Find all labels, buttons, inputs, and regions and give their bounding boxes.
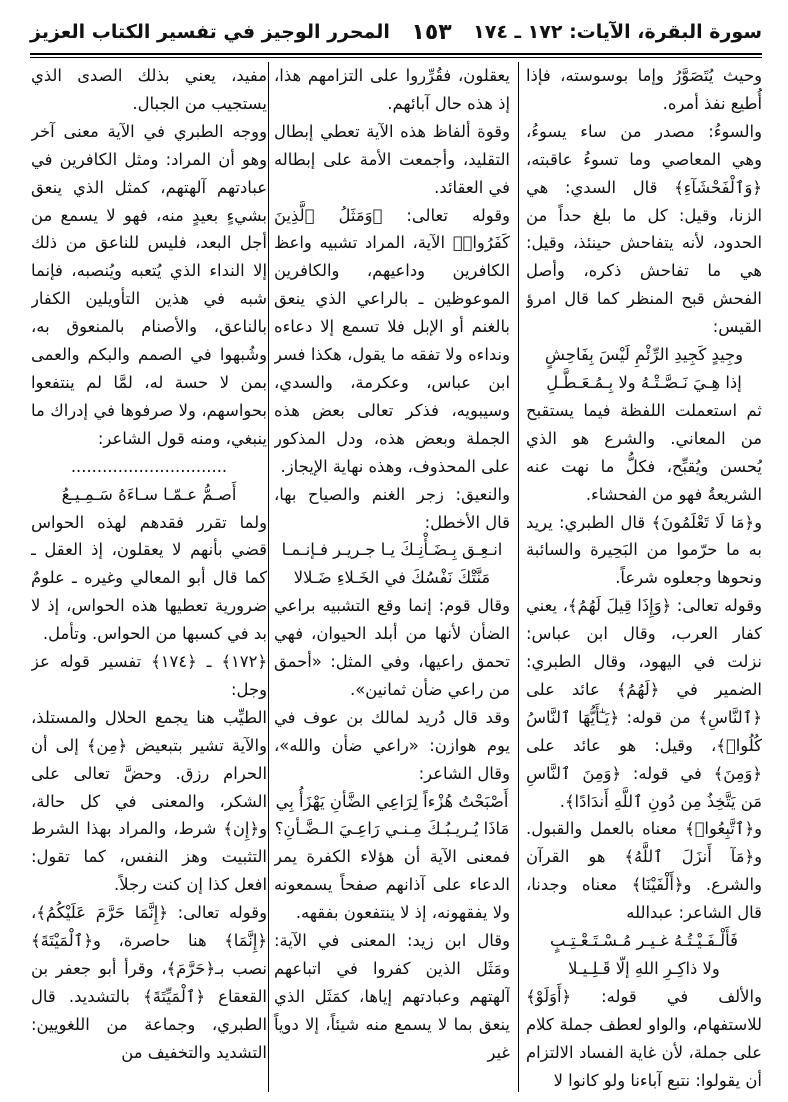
verse-line: مَاذَا يُـريـبُـكَ مِـنـي رَاعِـيَ الـضَّـأنِ؟	[274, 819, 510, 839]
paragraph: ثم استعملت اللفظة فيما يستقبح من المعاني. والشرع هو الذي يُحسن ويُقبِّح، فكلُّ ما نهت عنه الشريعةُ فهو من الفحشاء.	[526, 400, 762, 504]
verse-line: ولا ذاكِـرِ اللهِ إلّا قَـلِـيـلا	[568, 959, 720, 978]
header-rule	[30, 53, 762, 55]
column-middle	[274, 62, 510, 1092]
page-header	[30, 12, 762, 52]
paragraph: ووجه الطبري في الآية معنى آخر وهو أن المراد: ومثل الكافرين في عبادتهم آلهتهم، كمثل الذي ينعق بشيءٍ بعيدٍ منه، فهو لا يسمع من أجل البعد، فليس للناعق من ذلك إلا النداء الذي يُتعبه ويُنصبه، فإنما شبه في هذين التأويلين الكفار بالناعق، والأصنام بالمنعوق به، وشُبهوا في الصمم والبكم والعمى بمن لا حسة له، لمَّا لم ينتفعوا بحواسهم، ولا صرفوها في إدراك ما ينبغي، ومنه قول الشاعر:	[31, 121, 267, 448]
header-rule-thin	[30, 57, 762, 58]
paragraph: وقال ابن زيد: المعنى في الآية: ومَثَل الذين كفروا في اتباعهم آلهتهم وعبادتهم إياها، كمَثَل الذي ينعق بما لا يسمع منه شيئاً، إلا دوياً غير	[274, 931, 510, 1062]
verse-line: أَصـمُّ عـمّـا سـاءَهُ سَـمِـيـعُ	[61, 484, 237, 504]
verse-line: انـعِـق بِـضَـأْنِـكَ يـا جـريـر فـإنـمـا	[281, 540, 503, 560]
section-heading: ﴿١٧٢﴾ ـ ﴿١٧٤﴾ تفسير قوله عز وجل:	[31, 652, 267, 699]
paragraph: وقوله تعالى: ﴿وَإِذَا قِيلَ لَهُمُ﴾، يعني كفار العرب، وقال ابن عباس: نزلت في اليهود، وقال الطبري: الضمير في ﴿لَهُمُ﴾ عائد على ﴿ٱلنَّاسِ﴾ من قوله: ﴿يَـٰٓأَيُّهَا ٱلنَّاسُ كُلُوا۟﴾، وقيل: هو عائد على ﴿وَمِنَ﴾ في قوله: ﴿وَمِنَ ٱلنَّاسِ مَن يَتَّخِذُ مِن دُونِ ٱللَّهِ أَندَادًا﴾.	[526, 596, 762, 811]
surah-verses-title: سورة البقرة، الآيات: ١٧٢ ـ ١٧٤	[473, 21, 762, 43]
verse-line: إذا هِـيَ نَـصَّـتْـهُ ولا بِـمُـعَـطَّـلِ	[546, 372, 742, 392]
paragraph: و﴿مَا لَا تَعْلَمُونَ﴾ قال الطبري: يريد به ما حرّموا من البَحِيرة والسائبة ونحوها وجعلوه شرعاً.	[526, 512, 762, 588]
paragraph: ولما تقرر فقدهم لهذه الحواس قضي بأنهم لا يعقلون، إذ العقل ـ كما قال أبو المعالي وغيره ـ علومٌ ضرورية تعطيها هذه الحواس، إذ لا بد في كسبها من الحواس. وتأمل.	[31, 512, 267, 644]
verse-line: فَأَلْـفَـيْـتُـهُ غـيـر مُـسْـتَـعْـتِـبٍ	[550, 931, 738, 951]
paragraph: والنعيق: زجر الغنم والصياح بها، قال الأخطل:	[274, 484, 510, 532]
paragraph: وقد قال دُريد لمالك بن عوف في يوم هوازن: «راعي ضأن والله»، وقال الشاعر:	[274, 707, 510, 783]
paragraph: يعقلون، فقُرِّروا على التزامهم هذا، إذ هذه حال آبائهم.	[274, 66, 510, 113]
column-right	[526, 62, 762, 1092]
paragraph: و﴿ٱتَّبِعُوا۟﴾ معناه بالعمل والقبول. و﴿مَآ أَنزَلَ ٱللَّهُ﴾ هو القرآن والشرع. و﴿أَلْفَيْنَا﴾ معناه وجدنا، قال الشاعر: عبدالله	[526, 819, 762, 923]
column-separator	[518, 62, 519, 1092]
book-title: المحرر الوجيز في تفسير الكتاب العزيز	[30, 21, 390, 43]
verse-dots: ..............................	[70, 456, 228, 476]
paragraph: وقوة ألفاظ هذه الآية تعطي إبطال التقليد، وأجمعت الأمة على إبطاله في العقائد.	[274, 121, 510, 197]
paragraph: فمعنى الآية أن هؤلاء الكفرة يمر الدعاء على آذانهم صفحاً يسمعونه ولا يفقهونه، إذ لا ينتفعون بفقهه.	[274, 847, 510, 923]
paragraph: الطيِّب هنا يجمع الحلال والمستلذ، والآية تشير بتبعيض ﴿مِن﴾ إلى أن الحرام رزق. وحضَّ تعالى على الشكر، والمعنى في كل حالة، و﴿إِن﴾ شرط، والمراد بهذا الشرط التثبيت وهز النفس، كما تقول: افعل كذا إن كنت رجلاً.	[31, 707, 267, 895]
verse-line: أَصْبَحْتُ هُزْءاً لِرَاعِي الضَّأنِ يَهْزَأُ بِي	[275, 791, 509, 811]
page-number: ١٥٣	[411, 19, 452, 45]
paragraph: وقوله تعالى: ﴿وَمَثَلُ ٱلَّذِينَ كَفَرُوا۟﴾ الآية، المراد تشبيه واعظ الكافرين وداعيهم، والكافرين الموعوظين ـ بالراعي الذي ينعق بالغنم أو الإبل فلا تسمع إلا دعاءه ونداءه ولا تفقه ما يقول، هكذا فسر ابن عباس، وعكرمة، والسدي، وسيبويه، فذكر تعالى بعض هذه الجملة وبعض هذه، ودل المذكور على المحذوف، وهذه نهاية الإيجاز.	[274, 205, 510, 476]
paragraph: والسوءُ: مصدر من ساء يسوءُ، وهي المعاصي وما تسوءُ عاقبته، ﴿وَٱلْفَحْشَآءِ﴾ قال السدي: هي الزنا، وقيل: كل ما بلغ حداً من الحدود، لأنه يتفاحش حينئذ، وقيل: هي ما تفاحش ذكره، وأصل الفحش قبح المنظر كما قال امرؤ القيس:	[526, 121, 762, 337]
verse-line: مَنَّتْكَ نَفْسُكَ في الخَـلاءِ ضَـلالا	[293, 568, 491, 588]
column-separator	[268, 62, 269, 1092]
column-left	[31, 62, 267, 1092]
paragraph: والألف في قوله: ﴿أَوَلَوْ﴾ للاستفهام، والواو لعطف جملة كلام على جملة، لأن غاية الفساد الالتزام أن يقولوا: نتبع آباءنا ولو كانوا لا	[526, 986, 762, 1090]
paragraph: مفيد، يعني بذلك الصدى الذي يستجيب من الجبال.	[31, 66, 267, 113]
verse-line: وجِيدٍ كَجِيدِ الرِّئْمِ لَيْسَ بِفَاحِشٍ	[544, 345, 744, 365]
paragraph: وقوله تعالى: ﴿إِنَّمَا حَرَّمَ عَلَيْكُمُ﴾، ﴿إِنَّمَا﴾ هنا حاصرة، و﴿ٱلْمَيْتَةَ﴾ نصب بـ﴿حَرَّمَ﴾، وقرأ أبو جعفر بن القعقاع ﴿ٱلْمَيِّتَةَ﴾ بالتشديد. قال الطبري، وجماعة من اللغويين: التشديد والتخفيف من	[31, 903, 267, 1062]
paragraph: وقال قوم: إنما وقع التشبيه براعي الضأن لأنها من أبلد الحيوان، فهي تحمق راعيها، وفي المثل: «أحمق من راعي ضأن ثمانين».	[274, 596, 510, 699]
paragraph: وحيث يُتَصَوَّرُ وإما بوسوسته، فإذا أُطيع نفذ أمره.	[526, 66, 762, 113]
